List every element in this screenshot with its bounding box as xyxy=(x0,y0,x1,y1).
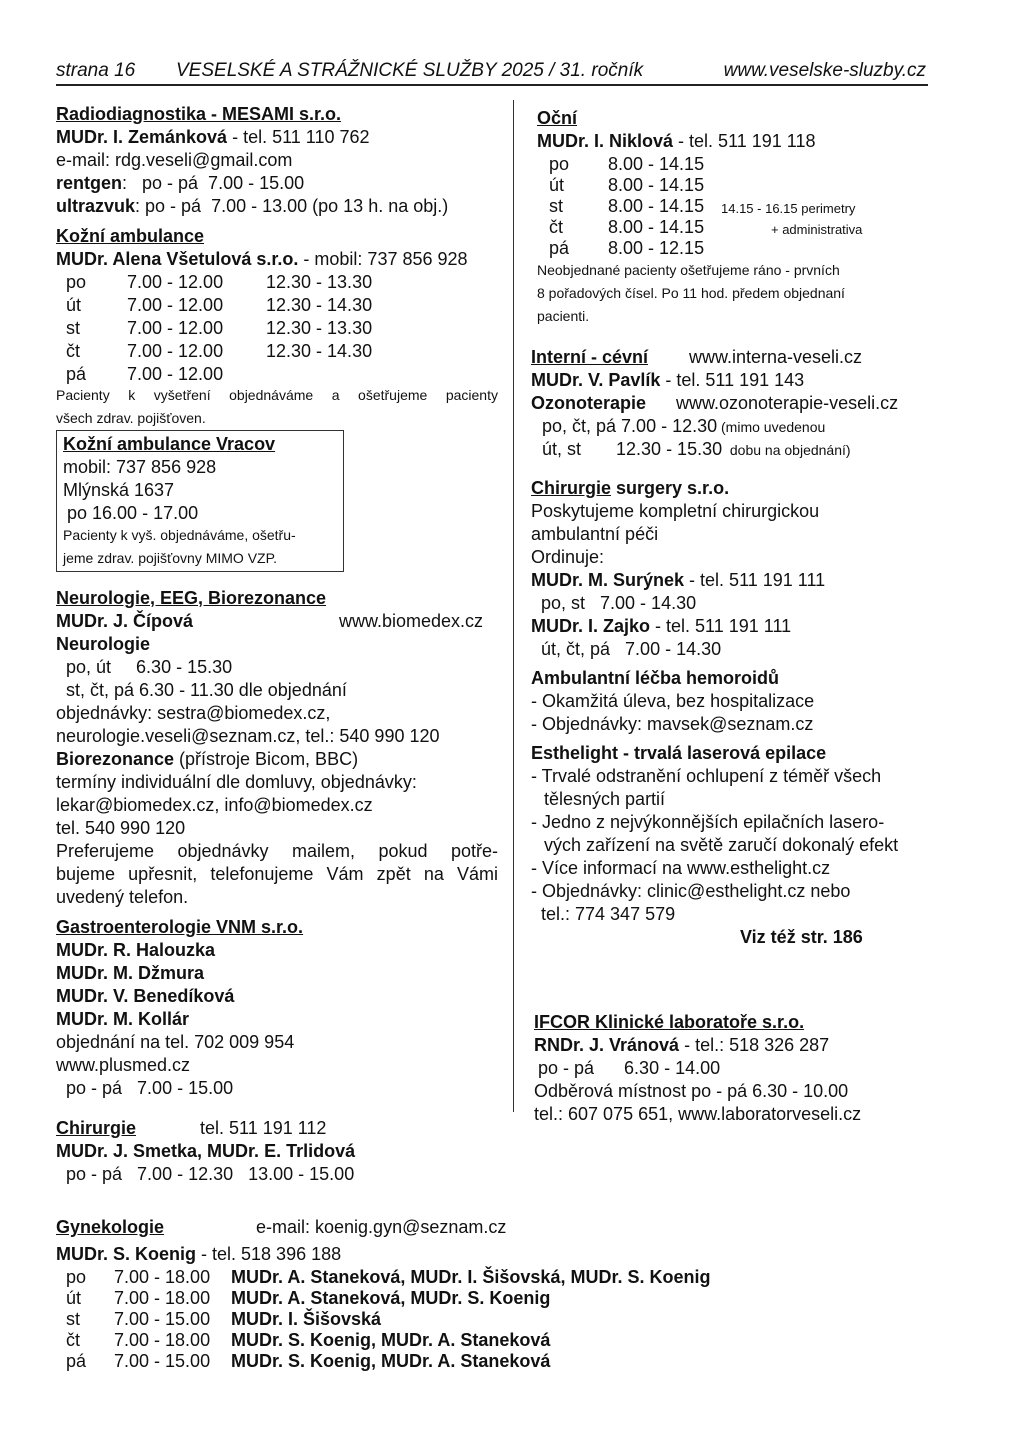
hours: út, st 12.30 - 15.30 xyxy=(542,439,723,459)
phone: - tel. 511 191 111 xyxy=(650,616,792,636)
website[interactable]: www.biomedex.cz xyxy=(339,611,484,631)
hours: 8.00 - 14.15 xyxy=(608,217,705,237)
hours: 7.00 - 18.00 xyxy=(114,1330,211,1350)
hours-row xyxy=(537,195,856,216)
afternoon-hours: 12.30 - 13.30 xyxy=(266,318,373,338)
section-title: Chirurgie xyxy=(531,478,612,498)
section-surgery xyxy=(531,477,898,949)
doctor-name: MUDr. V. Pavlík xyxy=(531,370,661,390)
hours-table xyxy=(56,1266,711,1371)
hours: 7.00 - 15.00 xyxy=(114,1309,211,1329)
section-vracov xyxy=(63,433,296,571)
page-header xyxy=(56,56,926,86)
day: čt xyxy=(66,341,81,361)
day: st xyxy=(66,1309,81,1329)
morning-hours: 7.00 - 12.00 xyxy=(127,318,224,338)
note: Neobjednané pacienty ošetřujeme ráno - prvních xyxy=(537,262,840,278)
afternoon-hours: 12.30 - 14.30 xyxy=(266,341,373,361)
doctor-name: MUDr. M. Surýnek xyxy=(531,570,685,590)
hours-row xyxy=(537,174,845,195)
day: út xyxy=(66,295,82,315)
day: po xyxy=(66,1267,87,1287)
note: 8 pořadových čísel. Po 11 hod. předem objednaní xyxy=(537,285,845,301)
doctor-name: MUDr. J. Čípová xyxy=(56,611,194,631)
section-title: Neurologie, EEG, Biorezonance xyxy=(56,588,327,608)
doctor-names: MUDr. S. Koenig, MUDr. A. Staneková xyxy=(231,1330,551,1350)
see-also: Viz též str. 186 xyxy=(740,927,863,947)
hours-row xyxy=(56,340,498,363)
hours-table xyxy=(56,271,498,386)
hours-row xyxy=(56,294,498,317)
hours-row xyxy=(56,1287,551,1308)
day: po xyxy=(66,272,87,292)
phone: objednání na tel. 702 009 954 xyxy=(56,1032,295,1052)
biorezonance-text: (přístroje Bicom, BBC) xyxy=(174,749,359,769)
section-title: Gastroenterologie VNM s.r.o. xyxy=(56,917,304,937)
phone: - tel. 511 191 143 xyxy=(660,370,805,390)
section-kozni xyxy=(56,225,498,432)
text-line: tel. 540 990 120 xyxy=(56,818,186,838)
day: pá xyxy=(66,364,87,384)
text-line: tel.: 607 075 651, www.laboratorveseli.cz xyxy=(534,1104,862,1124)
text-line: ambulantní péči xyxy=(531,524,659,544)
website[interactable]: www.plusmed.cz xyxy=(56,1055,191,1075)
hours: 8.00 - 14.15 xyxy=(608,154,705,174)
note: Pacienty k vyš. objednáváme, ošetřu- xyxy=(63,527,296,543)
doctor-name: MUDr. I. Zemánková xyxy=(56,127,228,147)
page-number: strana 16 xyxy=(56,60,136,81)
biorezonance-label: Biorezonance xyxy=(56,749,175,769)
section-chirurgie xyxy=(56,1117,355,1186)
subsection-title: Neurologie xyxy=(56,634,151,654)
section-title: Kožní ambulance Vracov xyxy=(63,434,276,454)
section-gynekologie xyxy=(56,1216,711,1371)
morning-hours: 7.00 - 12.00 xyxy=(127,295,224,315)
section-title-rest: surgery s.r.o. xyxy=(611,478,730,498)
hours: 7.00 - 15.00 xyxy=(114,1351,211,1371)
hours-row xyxy=(537,216,863,237)
text-line: - Okamžitá úleva, bez hospitalizace xyxy=(531,691,815,711)
note: všech zdrav. pojišťoven. xyxy=(56,410,206,426)
day: pá xyxy=(66,1351,87,1371)
doctor-name: MUDr. Alena Všetulová s.r.o. xyxy=(56,249,299,269)
text-line: objednávky: sestra@biomedex.cz, xyxy=(56,703,331,723)
morning-hours: 7.00 - 12.00 xyxy=(127,341,224,361)
hours: 7.00 - 18.00 xyxy=(114,1267,211,1287)
hours-row xyxy=(56,1329,551,1350)
mobile: - mobil: 737 856 928 xyxy=(298,249,468,269)
text-line: uvedený telefon. xyxy=(56,887,189,907)
hours: 8.00 - 12.15 xyxy=(608,238,705,258)
subsection-title: Esthelight - trvalá laserová epilace xyxy=(531,743,827,763)
text-line: bujeme upřesnit, telefonujeme Vám zpět na Vámi xyxy=(56,864,498,884)
phone: - tel. 518 396 188 xyxy=(196,1244,342,1264)
day: st xyxy=(549,196,564,216)
hours-row xyxy=(56,1350,551,1371)
doctor-name: MUDr. M. Kollár xyxy=(56,1009,190,1029)
phone: - tel. 511 110 762 xyxy=(232,127,370,147)
mobile: mobil: 737 856 928 xyxy=(63,457,217,477)
extra-note: 14.15 - 16.15 perimetry xyxy=(721,201,856,216)
hours: po - pá 7.00 - 12.30 13.00 - 15.00 xyxy=(66,1164,355,1184)
hours: út, čt, pá 7.00 - 14.30 xyxy=(541,639,722,659)
email[interactable]: e-mail: rdg.veseli@gmail.com xyxy=(56,150,293,170)
section-title: Gynekologie xyxy=(56,1217,165,1237)
hours: po, čt, pá 7.00 - 12.30 xyxy=(542,416,718,436)
day: pá xyxy=(549,238,570,258)
section-title: Radiodiagnostika - MESAMI s.r.o. xyxy=(56,104,342,124)
doctor-name: RNDr. J. Vránová xyxy=(534,1035,680,1055)
section-gastro xyxy=(56,916,303,1100)
section-title: Kožní ambulance xyxy=(56,226,205,246)
note: pacienti. xyxy=(537,308,590,324)
text-line: tělesných partií xyxy=(544,789,666,809)
publication-url[interactable]: www.veselske-sluzby.cz xyxy=(723,60,926,81)
hours-row xyxy=(56,317,498,340)
doctor-names: MUDr. A. Staneková, MUDr. S. Koenig xyxy=(231,1288,551,1308)
doctor-names: MUDr. I. Šišovská xyxy=(231,1309,382,1329)
text-line: tel.: 774 347 579 xyxy=(541,904,676,924)
address: Mlýnská 1637 xyxy=(63,480,175,500)
afternoon-hours: 12.30 - 14.30 xyxy=(266,295,373,315)
hours-row xyxy=(537,153,845,174)
doctor-name: MUDr. M. Džmura xyxy=(56,963,205,983)
hours: po - pá 6.30 - 14.00 xyxy=(538,1058,721,1078)
doctor-name: MUDr. I. Zajko xyxy=(531,616,651,636)
day: čt xyxy=(549,217,564,237)
hours-row xyxy=(537,237,845,258)
afternoon-hours: 12.30 - 13.30 xyxy=(266,272,373,292)
phone: - tel. 511 191 111 xyxy=(684,570,826,590)
section-ifcor xyxy=(534,1011,861,1126)
column-divider xyxy=(513,100,514,1112)
hours: st, čt, pá 6.30 - 11.30 dle objednání xyxy=(66,680,347,700)
hours: po, st 7.00 - 14.30 xyxy=(541,593,697,613)
phone: tel. 511 191 112 xyxy=(200,1118,327,1138)
text-line: lekar@biomedex.cz, info@biomedex.cz xyxy=(56,795,373,815)
doctor-names: MUDr. S. Koenig, MUDr. A. Staneková xyxy=(231,1351,551,1371)
subsection-title: Ambulantní léčba hemoroidů xyxy=(531,668,780,688)
section-title: Interní - cévní xyxy=(531,347,649,367)
phone: - tel. 511 191 118 xyxy=(673,131,816,151)
hours: po 16.00 - 17.00 xyxy=(67,503,199,523)
morning-hours: 7.00 - 12.00 xyxy=(127,364,224,384)
hours: po, út 6.30 - 15.30 xyxy=(66,657,233,677)
phone: - tel.: 518 326 287 xyxy=(679,1035,830,1055)
rentgen-label: rentgen xyxy=(56,173,123,193)
extra-note: + administrativa xyxy=(771,222,863,237)
website[interactable]: www.interna-veseli.cz xyxy=(689,347,863,367)
doctor-name: MUDr. I. Niklová xyxy=(537,131,674,151)
hours: 8.00 - 14.15 xyxy=(608,175,705,195)
section-title: IFCOR Klinické laboratoře s.r.o. xyxy=(534,1012,805,1032)
text-line: - Trvalé odstranění ochlupení z téměř všech xyxy=(531,766,882,786)
ultrazvuk-hours: : po - pá 7.00 - 13.00 (po 13 h. na obj.) xyxy=(135,196,449,216)
hours: po - pá 7.00 - 15.00 xyxy=(66,1078,234,1098)
text-line: Preferujeme objednávky mailem, pokud potře- xyxy=(56,841,498,861)
rentgen-hours: : po - pá 7.00 - 15.00 xyxy=(122,173,305,193)
day: út xyxy=(549,175,565,195)
doctor-name: MUDr. R. Halouzka xyxy=(56,940,216,960)
note: (mimo uvedenou xyxy=(717,419,826,435)
day: čt xyxy=(66,1330,81,1350)
text-line: Ordinuje: xyxy=(531,547,605,567)
day: út xyxy=(66,1288,82,1308)
hours-row xyxy=(56,363,498,386)
text-line: - Objednávky: mavsek@seznam.cz xyxy=(531,714,814,734)
morning-hours: 7.00 - 12.00 xyxy=(127,272,224,292)
email[interactable]: e-mail: koenig.gyn@seznam.cz xyxy=(256,1217,507,1237)
doctor-names: MUDr. A. Staneková, MUDr. I. Šišovská, MUDr. S. Koenig xyxy=(231,1267,711,1287)
note: jeme zdrav. pojišťovny MIMO VZP. xyxy=(63,550,278,566)
text-line: vých zařízení na světě zaručí dokonalý efekt xyxy=(544,835,899,855)
website[interactable]: www.ozonoterapie-veseli.cz xyxy=(676,393,899,413)
doctor-name: MUDr. S. Koenig xyxy=(56,1244,197,1264)
section-title: Oční xyxy=(537,108,578,128)
text-line: - Jedno z nejvýkonnějších epilačních lasero- xyxy=(531,812,885,832)
doctor-name: MUDr. V. Benedíková xyxy=(56,986,235,1006)
section-interni xyxy=(531,346,899,461)
section-neurologie xyxy=(56,587,498,909)
day: st xyxy=(66,318,81,338)
ultrazvuk-label: ultrazvuk xyxy=(56,196,136,216)
header-rule xyxy=(56,84,928,86)
text-line: - Více informací na www.esthelight.cz xyxy=(531,858,831,878)
note: Pacienty k vyšetření objednáváme a ošetřujeme pacienty xyxy=(56,387,498,403)
text-line: - Objednávky: clinic@esthelight.cz nebo xyxy=(531,881,851,901)
section-radiodiagnostika xyxy=(56,103,448,218)
hours-row xyxy=(56,271,498,294)
text-line: neurologie.veseli@seznam.cz, tel.: 540 990 120 xyxy=(56,726,440,746)
note: dobu na objednání) xyxy=(722,442,851,458)
ozonoterapie-label: Ozonoterapie xyxy=(531,393,647,413)
hours-row xyxy=(56,1266,711,1287)
text-line: Poskytujeme kompletní chirurgickou xyxy=(531,501,820,521)
text-line: termíny individuální dle domluvy, objednávky: xyxy=(56,772,417,792)
hours: 7.00 - 18.00 xyxy=(114,1288,211,1308)
day: po xyxy=(549,154,570,174)
publication-title: VESELSKÉ A STRÁŽNICKÉ SLUŽBY 2025 / 31. ročník xyxy=(176,60,644,81)
section-title: Chirurgie xyxy=(56,1118,137,1138)
text-line: Odběrová místnost po - pá 6.30 - 10.00 xyxy=(534,1081,849,1101)
section-ocni xyxy=(537,107,863,330)
doctor-names: MUDr. J. Smetka, MUDr. E. Trlidová xyxy=(56,1141,356,1161)
hours-table xyxy=(537,153,863,258)
hours: 8.00 - 14.15 xyxy=(608,196,705,216)
hours-row xyxy=(56,1308,382,1329)
